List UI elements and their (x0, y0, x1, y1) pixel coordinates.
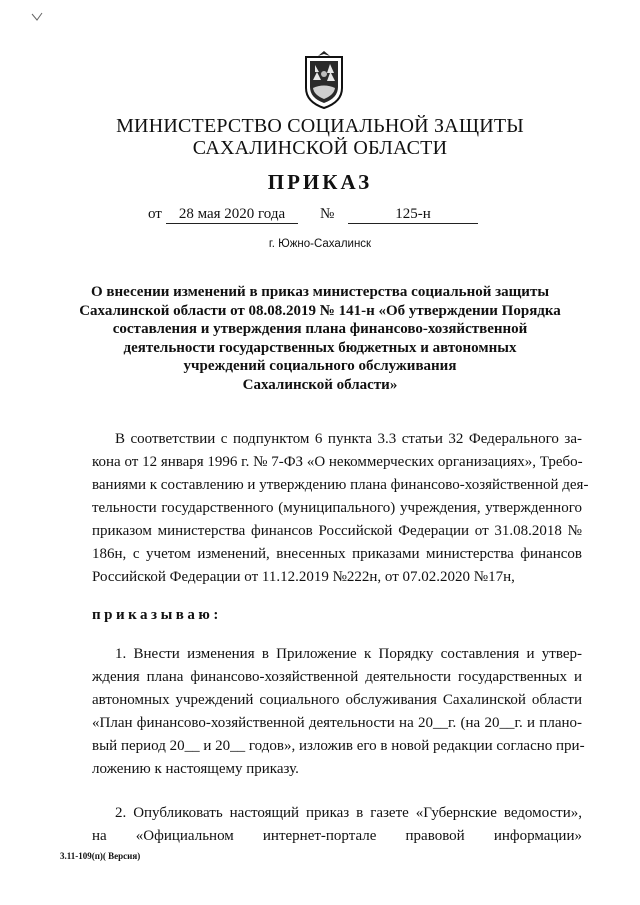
coat-of-arms-icon (300, 50, 348, 110)
text-line: приказом министерства финансов Российской Федерации от 31.08.2018 № (92, 523, 582, 539)
text-line: 2. Опубликовать настоящий приказ в газете «Губернские ведомости», (115, 805, 582, 821)
text-line: ваниями к составлению и утверждению плана финансово-хозяйственной дея- (92, 477, 589, 493)
document-title (60, 283, 580, 395)
title-line: Сахалинской области от 08.08.2019 № 141-н «Об утверждении Порядка (79, 302, 561, 319)
footer-code: 3.11-109(п)( Версия) (60, 851, 141, 861)
title-line: О внесении изменений в приказ министерства социальной защиты (90, 284, 550, 300)
text-line: тельности государственного (муниципального) учреждения, утвержденного (92, 500, 582, 516)
title-line: учреждений социального обслуживания (183, 358, 457, 375)
title-line: Сахалинской области» (242, 376, 398, 393)
number-prefix: № (320, 206, 335, 222)
text-line: В соответствии с подпунктом 6 пункта 3.3 статьи 32 Федерального за- (115, 431, 582, 447)
text-line: на «Официальном интернет-портале правовой информации» (92, 828, 582, 844)
text-line: вый период 20__ и 20__ годов», изложив его в новой редакции согласно при- (92, 738, 585, 754)
document-number: 125-н (348, 206, 478, 224)
text-line: 1. Внести изменения в Приложение к Порядку составления и утвер- (115, 646, 582, 662)
date-prefix: от (148, 206, 162, 222)
preamble-paragraph (92, 428, 589, 589)
text-line: 186н, с учетом изменений, внесенных приказами министерства финансов (92, 546, 582, 562)
ministry-name-line2: САХАЛИНСКОЙ ОБЛАСТИ (192, 137, 448, 159)
text-line: «План финансово-хозяйственной деятельности на 20__г. (на 20__г. и плано- (92, 715, 582, 731)
text-line: ждения плана финансово-хозяйственной деятельности государственных и (92, 669, 582, 685)
item-2-paragraph (92, 802, 582, 848)
order-word: приказываю: (92, 607, 222, 623)
text-line: ложению к настоящему приказу. (92, 761, 299, 777)
text-line: автономных учреждений социального обслуживания Сахалинской области (92, 692, 582, 708)
title-line: составления и утверждения плана финансово-хозяйственной (112, 321, 528, 338)
scan-mark-icon (31, 12, 43, 22)
text-line: Российской Федерации от 11.12.2019 №222н, от 07.02.2020 №17н, (92, 569, 515, 585)
document-type: ПРИКАЗ (267, 170, 373, 194)
ministry-name-line1: МИНИСТЕРСТВО СОЦИАЛЬНОЙ ЗАЩИТЫ (116, 115, 524, 137)
item-1-paragraph (92, 643, 585, 781)
city: г. Южно-Сахалинск (268, 238, 372, 250)
title-line: деятельности государственных бюджетных и автономных (123, 339, 517, 356)
text-line: кона от 12 января 1996 г. № 7-ФЗ «О некоммерческих организациях», Требо- (92, 454, 583, 470)
document-date: 28 мая 2020 года (166, 206, 298, 224)
